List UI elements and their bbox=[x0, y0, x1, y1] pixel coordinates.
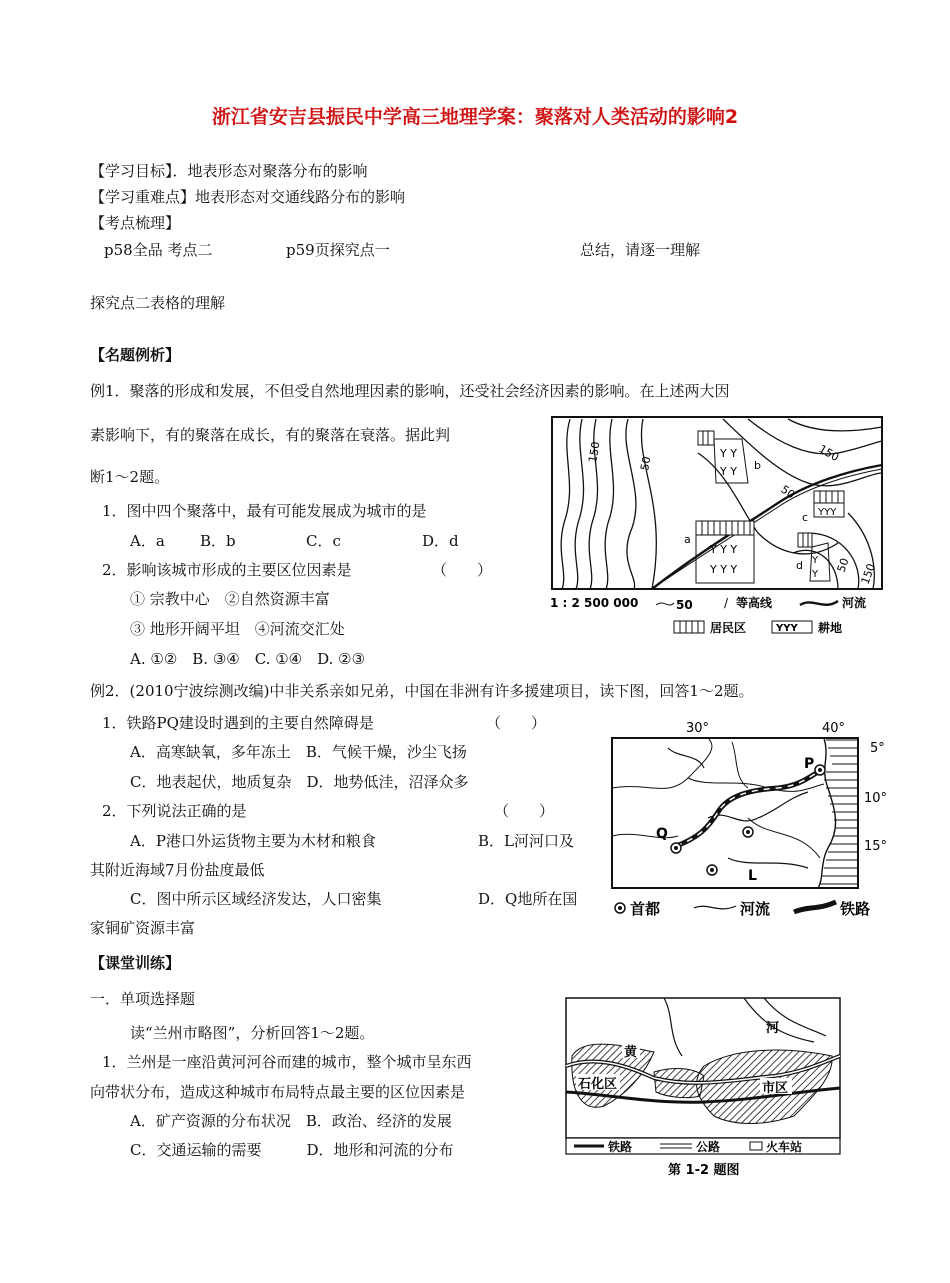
settlement-c bbox=[814, 491, 844, 503]
explore-point: 探究点二表格的理解 bbox=[90, 294, 226, 312]
ex1-q1-c: C．c bbox=[306, 532, 341, 550]
examples-heading: 【名题例析】 bbox=[90, 346, 181, 364]
legend-contour-value: 50 bbox=[676, 598, 693, 612]
training-heading: 【课堂训练】 bbox=[90, 954, 181, 972]
page-title: 浙江省安吉县振民中学高三地理学案：聚落对人类活动的影响2 bbox=[211, 106, 739, 128]
contour-label-150-right: 150 bbox=[816, 442, 842, 465]
legend-railway-label: 铁路 bbox=[840, 900, 871, 918]
learning-difficulty: 【学习重难点】地表形态对交通线路分布的影响 bbox=[90, 188, 406, 206]
legend3-station-symbol bbox=[750, 1142, 762, 1150]
settlement-a bbox=[696, 521, 754, 535]
reference-left: p58全品 考点二 bbox=[104, 241, 213, 259]
capital-south-dot bbox=[710, 868, 714, 872]
training-q1-cd: C．交通运输的需要 D．地形和河流的分布 bbox=[130, 1141, 454, 1159]
reference-right: 总结，请逐一理解 bbox=[580, 241, 701, 259]
lon-40-label: 40° bbox=[822, 721, 846, 736]
contour-label-150-left: 150 bbox=[586, 440, 603, 464]
map2-frame bbox=[612, 738, 858, 888]
ex1-q2-paren: （ ） bbox=[432, 561, 493, 579]
map3-caption: 第 1-2 题图 bbox=[668, 1163, 740, 1178]
ex2-q2: 2．下列说法正确的是 bbox=[102, 802, 247, 820]
label-p: P bbox=[804, 756, 815, 772]
contour-label-50-lower: 50 bbox=[834, 556, 852, 575]
lat-15-label: 15° bbox=[864, 839, 888, 854]
settlement-b-label: b bbox=[754, 459, 761, 472]
farmland-d-mark: Y bbox=[812, 555, 819, 566]
legend-river-symbol bbox=[800, 601, 838, 605]
label-city: 市区 bbox=[762, 1081, 789, 1096]
contour-label-150-lower: 150 bbox=[858, 561, 879, 587]
map1-scale: 1 : 2 500 000 bbox=[550, 596, 639, 610]
ex1-line3: 断1～2题。 bbox=[90, 468, 170, 486]
training-q1-ab: A．矿产资源的分布状况 B．政治、经济的发展 bbox=[130, 1112, 452, 1130]
ex1-line2: 素影响下，有的聚落在成长，有的聚落在衰落。据此判 bbox=[90, 426, 451, 444]
legend-river-label: 河流 bbox=[842, 596, 867, 610]
learning-objective: 【学习目标】．地表形态对聚落分布的影响 bbox=[90, 162, 368, 180]
ex2-q1-cd: C．地表起伏，地质复杂 D．地势低洼，沼泽众多 bbox=[130, 773, 469, 791]
ex2-q2-a: A．P港口外运货物主要为木材和粮食 bbox=[130, 832, 376, 850]
ex2-q2-paren: （ ） bbox=[494, 802, 555, 820]
ex1-q2-opt2: ③ 地形开阔平坦 ④河流交汇处 bbox=[130, 620, 345, 638]
farmland-b-mark-2: Y Y bbox=[720, 465, 737, 478]
port-p-dot bbox=[818, 768, 822, 772]
contour-label-50-left: 50 bbox=[638, 455, 654, 472]
legend-railway-symbol bbox=[794, 902, 836, 912]
ex1-q1: 1．图中四个聚落中，最有可能发展成为城市的是 bbox=[102, 502, 427, 520]
farmland-c-mark: YYY bbox=[818, 507, 837, 518]
ex1-q2: 2．影响该城市形成的主要区位因素是 bbox=[102, 561, 352, 579]
ex2-q2-c: C．图中所示区域经济发达，人口密集 bbox=[130, 890, 382, 908]
legend-settlement-label: 居民区 bbox=[710, 621, 747, 635]
ex1-q2-opt1: ① 宗教中心 ②自然资源丰富 bbox=[130, 590, 330, 608]
settlement-d bbox=[798, 533, 812, 547]
lat-10-label: 10° bbox=[864, 791, 888, 806]
label-he: 河 bbox=[766, 1021, 780, 1036]
settlement-c-label: c bbox=[802, 511, 809, 524]
ex2-q2-d-cont: 家铜矿资源丰富 bbox=[90, 919, 196, 937]
review-heading: 【考点梳理】 bbox=[90, 214, 181, 232]
training-intro: 读“兰州市略图”，分析回答1～2题。 bbox=[130, 1024, 375, 1042]
legend-contour-label: 等高线 bbox=[736, 596, 773, 610]
legend-settlement-symbol bbox=[674, 621, 704, 633]
training-q1-line2: 向带状分布，造成这种城市布局特点最主要的区位因素是 bbox=[90, 1083, 466, 1101]
legend-capital-label: 首都 bbox=[630, 900, 661, 918]
legend-contour-symbol bbox=[656, 603, 674, 605]
legend3-road-label: 公路 bbox=[696, 1140, 721, 1154]
ex1-line1: 例1．聚落的形成和发展，不但受自然地理因素的影响，还受社会经济因素的影响。在上述两大因 bbox=[90, 382, 730, 400]
label-shihua: 石化区 bbox=[578, 1077, 618, 1092]
ex2-q1-ab: A．高寒缺氧，多年冻土 B．气候干燥，沙尘飞扬 bbox=[130, 743, 467, 761]
legend3-railway-label: 铁路 bbox=[608, 1140, 633, 1154]
settlement-b bbox=[698, 431, 714, 445]
ex1-q1-a: A．a bbox=[130, 532, 165, 550]
settlement-a-label: a bbox=[684, 533, 691, 546]
legend-river-label-2: 河流 bbox=[740, 900, 771, 918]
contour-label-50-right: 50 bbox=[778, 482, 798, 502]
lon-30-label: 30° bbox=[686, 721, 710, 736]
farmland-a-mark: Y Y Y bbox=[710, 543, 738, 556]
capital-q-dot bbox=[674, 846, 678, 850]
legend-river-symbol-2 bbox=[694, 906, 736, 909]
legend-farmland-label: 耕地 bbox=[818, 621, 843, 635]
ex2-line1: 例2．(2010宁波综测改编)中非关系亲如兄弟，中国在非洲有许多援建项目，读下图，回答1～2题。 bbox=[90, 682, 754, 700]
africa-railway-map bbox=[608, 718, 898, 922]
training-q1-line1: 1．兰州是一座沿黄河河谷而建的城市，整个城市呈东西 bbox=[102, 1053, 472, 1071]
legend-capital-dot bbox=[618, 906, 622, 910]
ex2-q2-d: D．Q地所在国 bbox=[478, 890, 578, 908]
ex2-q1: 1．铁路PQ建设时遇到的主要自然障碍是 bbox=[102, 714, 374, 732]
legend3-station-label: 火车站 bbox=[766, 1140, 803, 1154]
farmland-a-mark-2: Y Y Y bbox=[710, 563, 738, 576]
legend-contour-tick: / bbox=[724, 596, 729, 610]
ex2-q2-b: B．L河河口及 bbox=[478, 832, 574, 850]
training-section: 一．单项选择题 bbox=[90, 990, 196, 1008]
legend-farmland-mark: YYY bbox=[776, 623, 798, 634]
reference-mid: p59页探究点一 bbox=[286, 241, 390, 259]
label-huang: 黄 bbox=[624, 1045, 638, 1060]
capital-mid-dot bbox=[746, 830, 750, 834]
ex1-q1-b: B．b bbox=[200, 532, 236, 550]
label-q: Q bbox=[656, 826, 668, 842]
label-l: L bbox=[748, 868, 757, 884]
lanzhou-map bbox=[564, 996, 844, 1180]
ex2-q2-b-cont: 其附近海域7月份盐度最低 bbox=[90, 861, 265, 879]
ex2-q1-paren: （ ） bbox=[486, 714, 547, 732]
ex1-q2-answers: A. ①② B. ③④ C. ①④ D. ②③ bbox=[130, 650, 366, 668]
settlement-d-label: d bbox=[796, 559, 803, 572]
farmland-d-mark-2: Y bbox=[812, 569, 819, 580]
lat-5-label: 5° bbox=[870, 741, 885, 756]
farmland-b-mark: Y Y bbox=[720, 447, 737, 460]
ex1-q1-d: D．d bbox=[422, 532, 459, 550]
settlement-contour-map bbox=[548, 413, 888, 639]
